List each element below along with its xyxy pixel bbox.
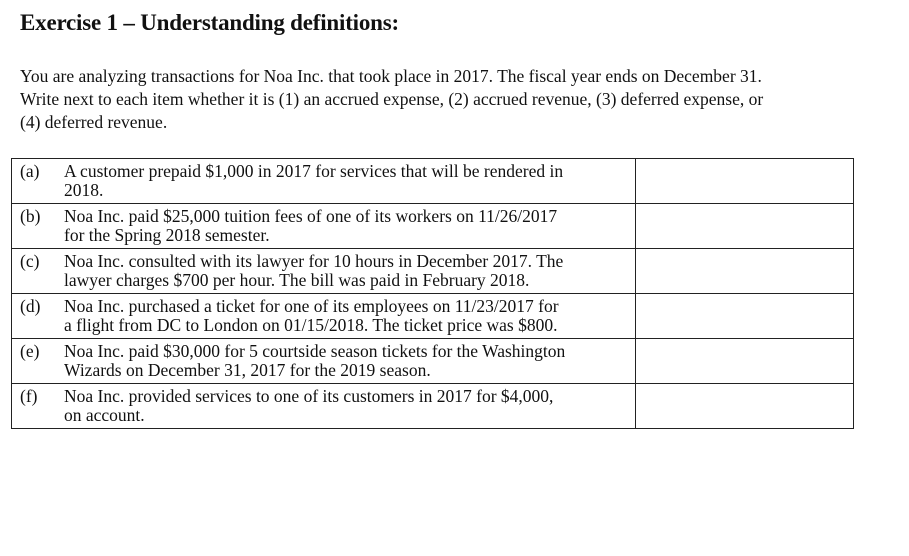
answer-cell[interactable] bbox=[635, 204, 853, 249]
answer-cell[interactable] bbox=[635, 294, 853, 339]
item-text-line: Noa Inc. paid $30,000 for 5 courtside season tickets for the Washington bbox=[64, 341, 566, 361]
item-letter: (f) bbox=[20, 386, 38, 406]
table-row bbox=[12, 339, 854, 384]
instructions-line: (4) deferred revenue. bbox=[20, 112, 168, 132]
answer-cell[interactable] bbox=[635, 159, 853, 204]
item-letter: (e) bbox=[20, 341, 40, 361]
table-row bbox=[12, 384, 854, 429]
item-text bbox=[64, 162, 631, 200]
instructions bbox=[20, 65, 870, 134]
item-text-line: Noa Inc. paid $25,000 tuition fees of one of its workers on 11/26/2017 bbox=[64, 206, 558, 226]
item-description-cell bbox=[12, 384, 636, 429]
item-text bbox=[64, 297, 631, 335]
item-text-line: lawyer charges $700 per hour. The bill was paid in February 2018. bbox=[64, 270, 530, 290]
table-row bbox=[12, 294, 854, 339]
item-text-line: for the Spring 2018 semester. bbox=[64, 225, 270, 245]
item-letter: (b) bbox=[20, 206, 41, 226]
item-letter: (a) bbox=[20, 161, 40, 181]
answer-cell[interactable] bbox=[635, 339, 853, 384]
item-text-line: 2018. bbox=[64, 180, 104, 200]
exercise-title: Exercise 1 – Understanding definitions: bbox=[20, 10, 399, 35]
table-row bbox=[12, 249, 854, 294]
item-text-line: Noa Inc. purchased a ticket for one of its employees on 11/23/2017 for bbox=[64, 296, 559, 316]
table-row bbox=[12, 204, 854, 249]
item-text-line: a flight from DC to London on 01/15/2018. The ticket price was $800. bbox=[64, 315, 558, 335]
item-description-cell bbox=[12, 339, 636, 384]
item-text-line: on account. bbox=[64, 405, 145, 425]
instructions-line: You are analyzing transactions for Noa Inc. that took place in 2017. The fiscal year ends on December 31. bbox=[20, 66, 762, 86]
item-text-line: Noa Inc. provided services to one of its customers in 2017 for $4,000, bbox=[64, 386, 554, 406]
item-description-cell bbox=[12, 159, 636, 204]
item-text-line: Wizards on December 31, 2017 for the 2019 season. bbox=[64, 360, 431, 380]
item-text bbox=[64, 342, 631, 380]
item-description-cell bbox=[12, 204, 636, 249]
table-row bbox=[12, 159, 854, 204]
answer-cell[interactable] bbox=[635, 249, 853, 294]
item-text bbox=[64, 207, 631, 245]
item-text-line: A customer prepaid $1,000 in 2017 for services that will be rendered in bbox=[64, 161, 564, 181]
item-description-cell bbox=[12, 249, 636, 294]
answer-cell[interactable] bbox=[635, 384, 853, 429]
item-letter: (d) bbox=[20, 296, 41, 316]
item-letter: (c) bbox=[20, 251, 40, 271]
instructions-line: Write next to each item whether it is (1) an accrued expense, (2) accrued revenue, (3) deferred expense, or bbox=[20, 89, 764, 109]
item-text bbox=[64, 387, 631, 425]
item-text bbox=[64, 252, 631, 290]
transactions-table bbox=[11, 158, 854, 429]
item-description-cell bbox=[12, 294, 636, 339]
item-text-line: Noa Inc. consulted with its lawyer for 10 hours in December 2017. The bbox=[64, 251, 564, 271]
